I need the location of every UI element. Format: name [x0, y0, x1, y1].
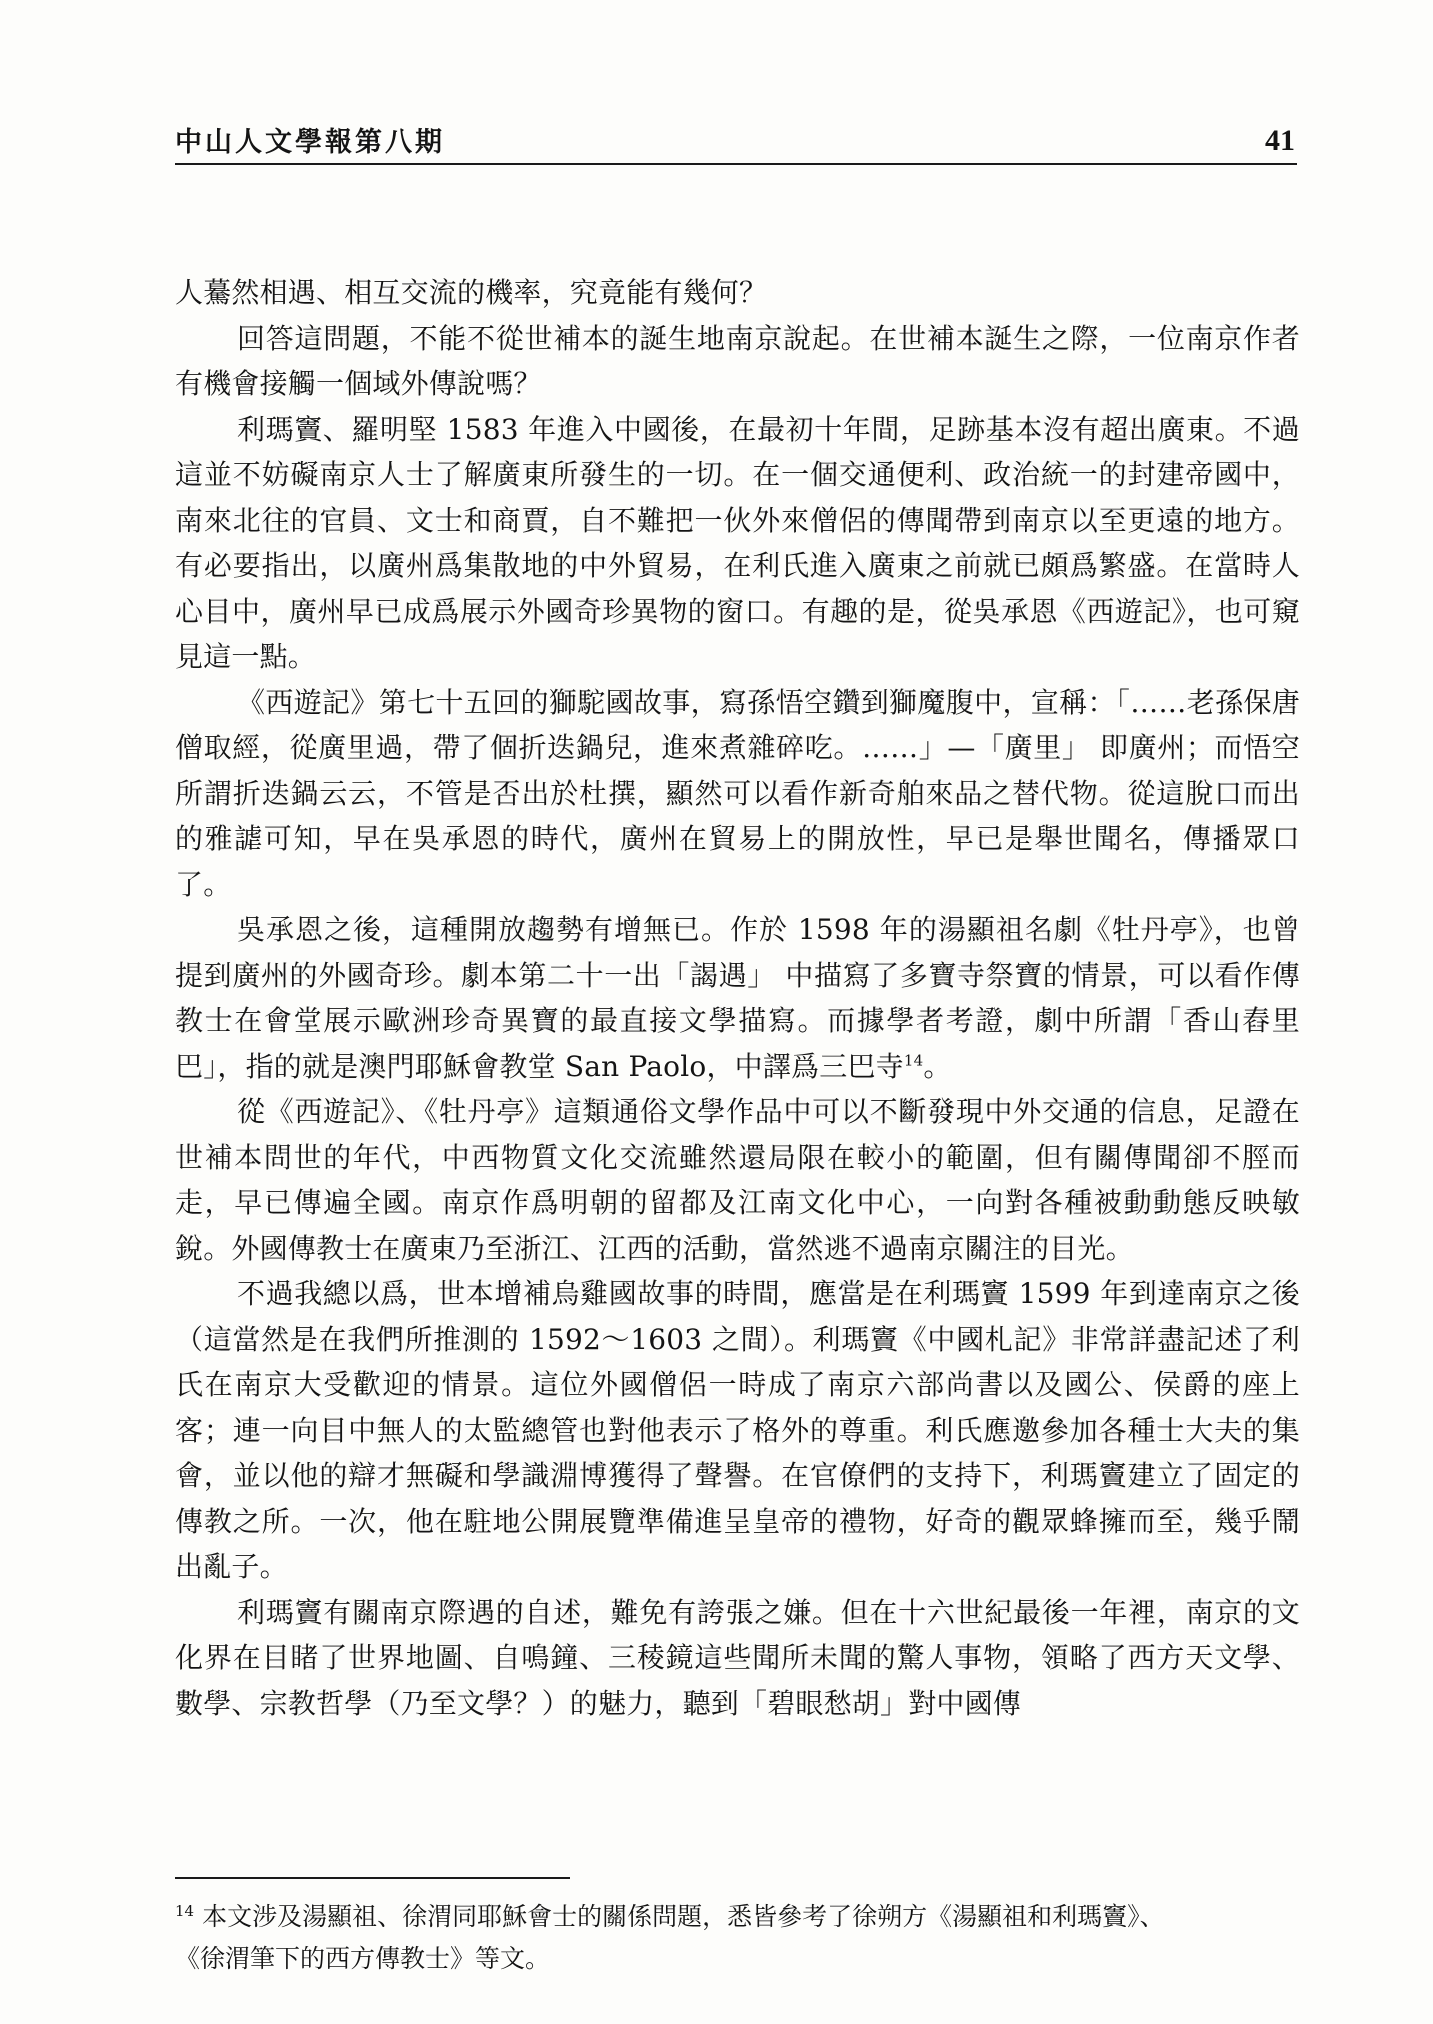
footnote-text: 本文涉及湯顯祖、徐渭同耶穌會士的關係問題，悉皆參考了徐朔方《湯顯祖和利瑪竇》、 — [202, 1902, 1165, 1931]
footnote-text: 《徐渭筆下的西方傳教士》等文。 — [175, 1944, 551, 1973]
footnote — [175, 1896, 1300, 1980]
footnote-marker: 14 — [175, 1901, 195, 1920]
paragraph: 利瑪竇、羅明堅 1583 年進入中國後，在最初十年間，足跡基本沒有超出廣東。不過這並不妨礙南京人士了解廣東所發生的一切。在一個交通便利、政治統一的封建帝國中，南來北往的官員、文士和商賈，自不難把一伙外來僧侶的傳聞帶到南京以至更遠的地方。有必要指出，以廣州爲集散地的中外貿易，在利氏進入廣東之前就已頗爲繁盛。在當時人心目中，廣州早已成爲展示外國奇珍異物的窗口。有趣的是，從吳承恩《西遊記》，也可窺見這一點。 — [175, 412, 1300, 673]
page-number: 41 — [1265, 124, 1295, 157]
paragraph: 不過我總以爲，世本增補烏雞國故事的時間，應當是在利瑪竇 1599 年到達南京之後（這當然是在我們所推測的 1592～1603 之間）。利瑪竇《中國札記》非常詳盡記述了利氏在南京大受歡迎的情景。這位外國僧侶一時成了南京六部尚書以及國公、侯爵的座上客；連一向目中無人的太監總管也對他表示了格外的尊重。利氏應邀參加各種士大夫的集會，並以他的辯才無礙和學識淵博獲得了聲譽。在官僚們的支持下，利瑪竇建立了固定的傳教之所。一次，他在駐地公開展覽準備進呈皇帝的禮物，好奇的觀眾蜂擁而至，幾乎鬧出亂子。 — [175, 1277, 1300, 1583]
paragraph-tail: 。 — [923, 1049, 952, 1083]
footnote-rule — [175, 1877, 570, 1879]
paragraph: 人驀然相遇、相互交流的機率，究竟能有幾何？ — [175, 276, 768, 309]
paragraph: 回答這問題，不能不從世補本的誕生地南京說起。在世補本誕生之際，一位南京作者有機會接觸一個域外傳說嗎？ — [175, 321, 1300, 400]
footnote-line — [175, 1938, 1300, 1980]
paragraph: 利瑪竇有關南京際遇的自述，難免有誇張之嫌。但在十六世紀最後一年裡，南京的文化界在目睹了世界地圖、自鳴鐘、三稜鏡這些聞所未聞的驚人事物，領略了西方天文學、數學、宗教哲學（乃至文學？）的魅力，聽到「碧眼愁胡」對中國傳 — [175, 1595, 1300, 1720]
running-header — [175, 118, 1295, 164]
paragraph: 從《西遊記》、《牡丹亭》這類通俗文學作品中可以不斷發現中外交通的信息，足證在世補本問世的年代，中西物質文化交流雖然還局限在較小的範圍，但有關傳聞卻不脛而走，早已傳遍全國。南京作爲明朝的留都及江南文化中心，一向對各種被動動態反映敏銳。外國傳教士在廣東乃至浙江、江西的活動，當然逃不過南京關注的目光。 — [175, 1095, 1300, 1265]
paragraph: 《西遊記》第七十五回的獅駝國故事，寫孫悟空鑽到獅魔腹中，宣稱：「……老孫保唐僧取經，從廣里過，帶了個折迭鍋兒，進來煮雜碎吃。……」—「廣里」 即廣州；而悟空所謂折迭鍋云云，不管是否出於杜撰，顯然可以看作新奇舶來品之替代物。從這脫口而出的雅謔可知，早在吳承恩的時代，廣州在貿易上的開放性，早已是舉世聞名，傳播眾口了。 — [175, 685, 1300, 901]
paragraph-with-footnote-ref — [175, 907, 1300, 1089]
header-rule — [175, 163, 1297, 165]
paragraph-text: 吳承恩之後，這種開放趨勢有增無已。作於 1598 年的湯顯祖名劇《牡丹亭》，也曾提到廣州的外國奇珍。劇本第二十一出「謁遇」 中描寫了多寶寺祭寶的情景，可以看作傳教士在會堂展示歐洲珍奇異寶的最直接文學描寫。而據學者考證，劇中所謂「香山舂里巴」，指的就是澳門耶穌會教堂 San Paolo，中譯爲三巴寺 — [175, 913, 1301, 1083]
footnote-reference[interactable]: 14 — [903, 1051, 924, 1070]
journal-title: 中山人文學報第八期 — [175, 127, 445, 158]
footnote-line — [175, 1896, 1300, 1938]
body-text — [175, 270, 1300, 1726]
